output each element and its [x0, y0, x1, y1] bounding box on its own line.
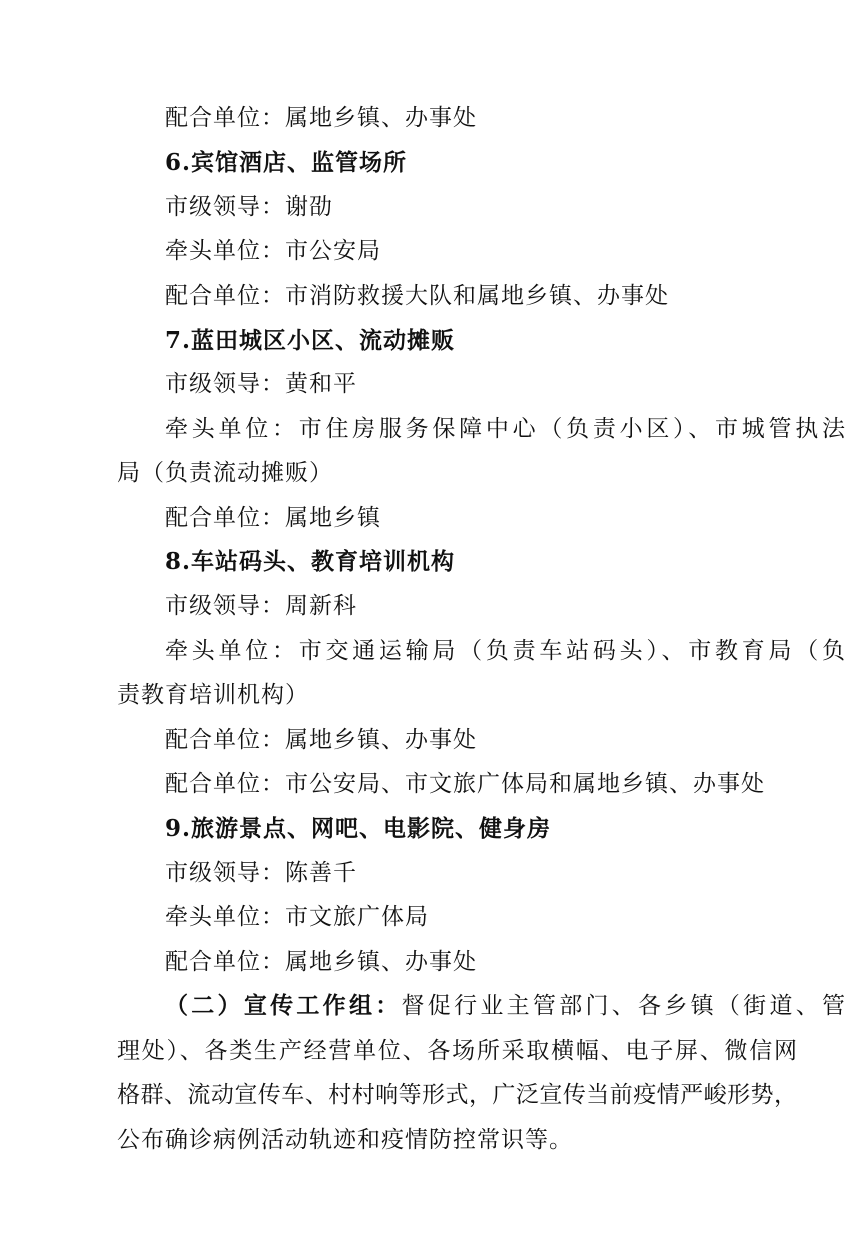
paragraph-line: 公布确诊病例活动轨迹和疫情防控常识等。	[117, 1127, 573, 1153]
text-line: 配合单位：属地乡镇、办事处	[165, 949, 477, 975]
text-line: 牵头单位：市交通运输局（负责车站码头）、市教育局（负	[165, 638, 845, 664]
text-line: 牵头单位：市住房服务保障中心（负责小区）、市城管执法	[165, 416, 845, 442]
section-heading: 8.车站码头、教育培训机构	[165, 548, 456, 575]
text-line: 配合单位：市公安局、市文旅广体局和属地乡镇、办事处	[165, 771, 765, 797]
text-line: 牵头单位：市公安局	[165, 238, 381, 264]
paragraph-line: 理处）、各类生产经营单位、各场所采取横幅、电子屏、微信网	[117, 1038, 797, 1064]
text-line: 配合单位：属地乡镇、办事处	[165, 105, 477, 131]
text-line: 配合单位：市消防救援大队和属地乡镇、办事处	[165, 283, 669, 309]
paragraph-first-line	[117, 990, 845, 1022]
text-line: 市级领导：黄和平	[165, 371, 357, 397]
paragraph-text: 督促行业主管部门、各乡镇（街道、管	[401, 993, 846, 1019]
text-line: 配合单位：属地乡镇、办事处	[165, 727, 477, 753]
section-heading: 7.蓝田城区小区、流动摊贩	[165, 327, 456, 354]
text-line: 局（负责流动摊贩）	[117, 460, 333, 486]
text-line: 市级领导：谢劭	[165, 194, 333, 220]
text-line: 配合单位：属地乡镇	[165, 505, 381, 531]
section-heading: 9.旅游景点、网吧、电影院、健身房	[165, 815, 552, 842]
text-line: 市级领导：陈善千	[165, 860, 357, 886]
subsection-label: （二）宣传工作组：	[165, 992, 402, 1019]
text-line: 市级领导：周新科	[165, 593, 357, 619]
section-heading: 6.宾馆酒店、监管场所	[165, 149, 408, 176]
text-line: 牵头单位：市文旅广体局	[165, 904, 429, 930]
paragraph-line: 格群、流动宣传车、村村响等形式，广泛宣传当前疫情严峻形势，	[117, 1082, 797, 1108]
text-line: 责教育培训机构）	[117, 682, 309, 708]
